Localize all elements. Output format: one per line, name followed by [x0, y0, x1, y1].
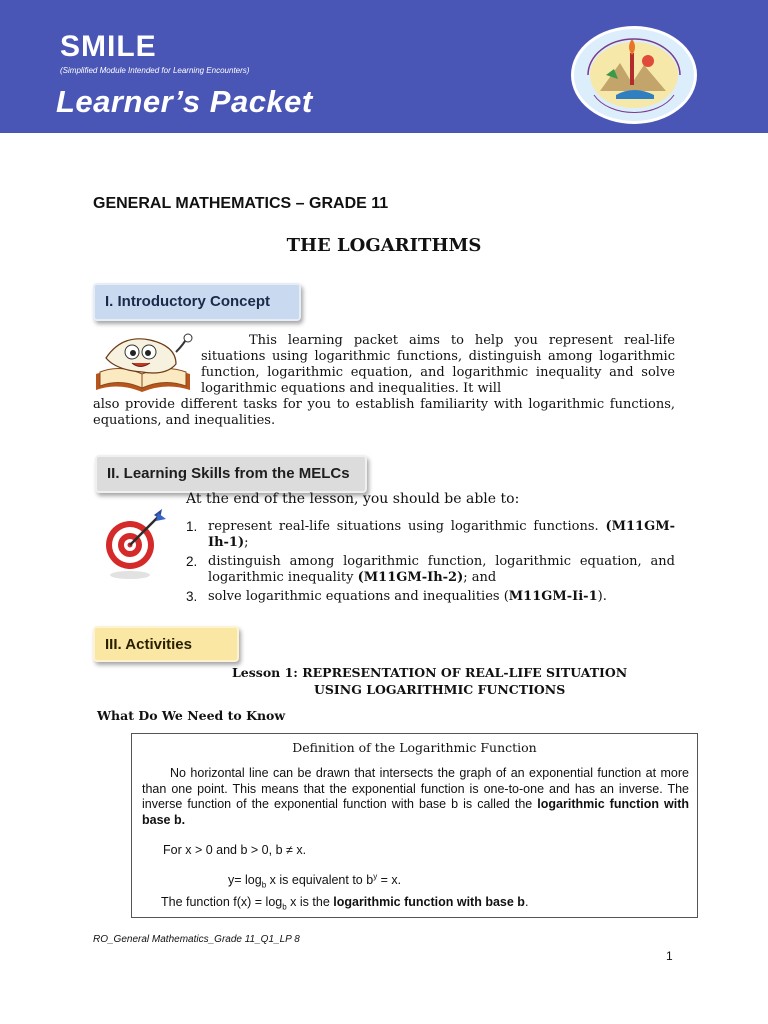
fn-subscript: b	[282, 902, 287, 912]
eq-part: x is equivalent to b	[266, 873, 374, 888]
skill-number: 3.	[186, 589, 198, 604]
lesson-title-line1: Lesson 1: REPRESENTATION OF REAL-LIFE SITUATION	[232, 665, 628, 680]
brand-logo-text: SMILE	[60, 30, 157, 63]
skill-text: represent real-life situations using logarithmic functions.	[208, 519, 606, 534]
definition-text: No horizontal line can be drawn that intersects the graph of an exponential function at more than one point. This means that the exponential function is one-to-one and has an inverse. The inverse function of the exponential function with base b is called the	[142, 766, 689, 811]
section-intro-tab: I. Introductory Concept	[93, 283, 301, 321]
page-number: 1	[666, 949, 673, 963]
subsection-heading: What Do We Need to Know	[97, 708, 286, 723]
intro-paragraph-continued: also provide different tasks for you to establish familiarity with logarithmic functions, equations, and inequalities.	[93, 397, 675, 428]
fn-term: logarithmic function with base b	[333, 895, 525, 909]
brand-subtitle: (Simplified Module Intended for Learning Encounters)	[60, 66, 250, 75]
skill-number: 2.	[186, 554, 198, 569]
target-dart-icon	[96, 505, 172, 581]
definition-body	[142, 766, 689, 828]
header-banner	[0, 0, 768, 133]
deped-region-v-seal-icon	[570, 25, 698, 125]
skill-text: solve logarithmic equations and inequalities (	[208, 589, 509, 604]
fn-part: .	[524, 895, 529, 909]
packet-title: Learner’s Packet	[56, 84, 313, 119]
lesson-title-line2: USING LOGARITHMIC FUNCTIONS	[314, 682, 566, 697]
footer-code: RO_General Mathematics_Grade 11_Q1_LP 8	[93, 934, 300, 945]
definition-title: Definition of the Logarithmic Function	[292, 740, 537, 755]
open-book-mascot-icon	[92, 332, 194, 394]
skill-text: distinguish among logarithmic function, logarithmic equation, and logarithmic inequality	[208, 554, 675, 585]
section-activities-tab: III. Activities	[93, 626, 239, 662]
eq-superscript: y	[373, 872, 378, 881]
eq-part: y= log	[228, 873, 262, 888]
intro-paragraph: This learning packet aims to help you represent real-life situations using logarithmic functions, distinguish among logarithmic function, logarithmic equation, and logarithmic inequality and solve logarithmic equations and inequalities. It will	[201, 333, 675, 396]
melc-code: (M11GM-Ih-1)	[208, 519, 675, 550]
fn-part: x is the	[286, 895, 334, 909]
melc-code: M11GM-Ii-1	[508, 589, 598, 604]
definition-term: logarithmic function with base b.	[142, 797, 689, 827]
skill-item	[186, 554, 675, 586]
skill-tail: ).	[597, 589, 607, 604]
melc-code: (M11GM-Ih-2)	[357, 570, 464, 585]
skill-item	[186, 519, 675, 551]
section-skills-tab: II. Learning Skills from the MELCs	[95, 455, 367, 493]
skill-item	[186, 589, 675, 605]
subject-heading: GENERAL MATHEMATICS – GRADE 11	[93, 195, 389, 212]
skill-number: 1.	[186, 519, 198, 534]
skill-tail: ;	[244, 535, 249, 550]
definition-condition: For x > 0 and b > 0, b ≠ x.	[163, 843, 307, 857]
eq-part: = x.	[377, 873, 402, 888]
fn-part: The function f(x) = log	[161, 895, 283, 909]
page-title: THE LOGARITHMS	[286, 235, 482, 256]
definition-function-statement	[161, 895, 528, 915]
skills-lead: At the end of the lesson, you should be able to:	[186, 491, 520, 507]
eq-subscript: b	[261, 880, 267, 890]
skill-tail: ; and	[463, 570, 497, 585]
definition-equivalence	[228, 869, 401, 893]
skills-list	[186, 519, 675, 608]
definition-box	[131, 733, 698, 918]
